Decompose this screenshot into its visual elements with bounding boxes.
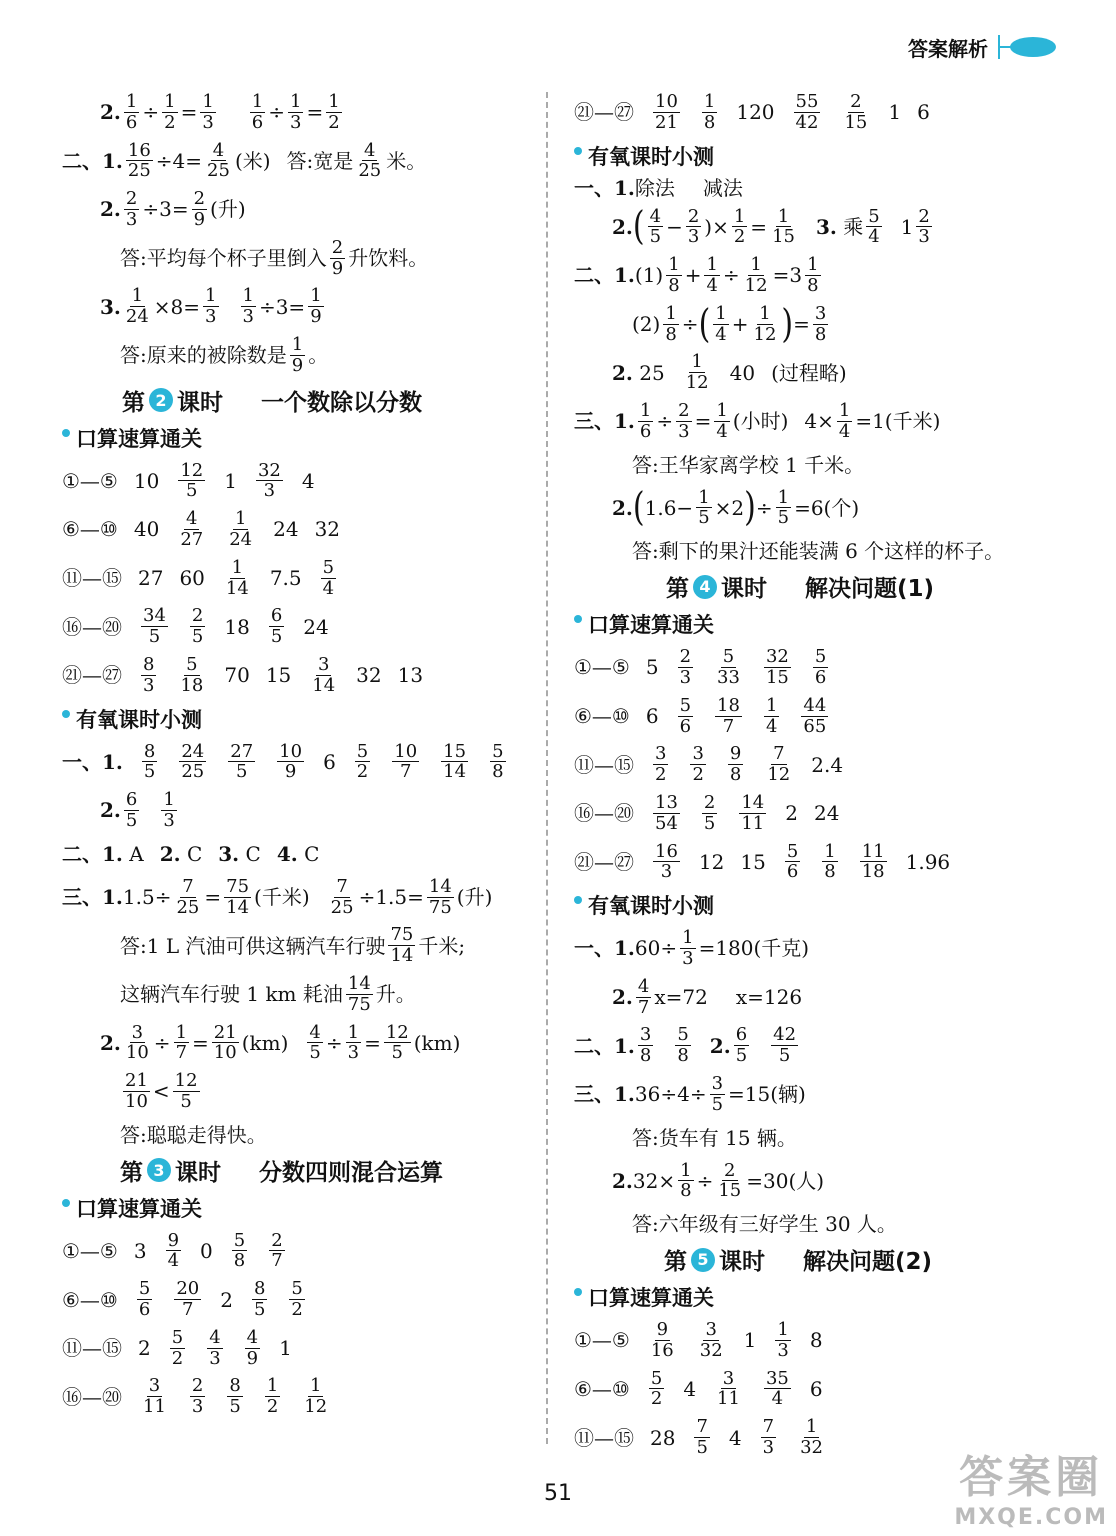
fraction: $\frac{3}{2}$ <box>692 743 704 786</box>
watermark-url: MXQE.COM <box>954 1505 1108 1530</box>
answer-line: $\frac{21}{10}$ < $\frac{12}{5}$ <box>125 1070 198 1112</box>
fraction: $\frac{5}{6}$ <box>138 1278 151 1321</box>
lesson-heading: 第 5 课时 解决问题(2) <box>664 1249 933 1276</box>
fraction: $\frac{2}{15}$ <box>718 1159 742 1202</box>
fraction: $\frac{2}{3}$ <box>687 205 700 248</box>
fraction: $\frac{1}{4}$ <box>765 694 778 737</box>
answer-line: 三、1. 36÷4÷ $\frac{3}{5}$ =15(辆) <box>574 1072 806 1115</box>
fraction: $\frac{2}{3}$ <box>678 399 690 442</box>
fraction: $\frac{5}{6}$ <box>679 694 692 737</box>
fraction: $\frac{4}{25}$ <box>358 139 382 182</box>
fraction: $\frac{5}{6}$ <box>786 840 799 883</box>
fraction: $\frac{1}{12}$ <box>753 302 777 345</box>
fraction: $\frac{8}{5}$ <box>253 1278 266 1321</box>
watermark-logo: 答案圈 <box>959 1452 1104 1503</box>
fraction: $\frac{9}{4}$ <box>167 1229 180 1272</box>
answer-line: 三、1. $\frac{1}{6}$ ÷ $\frac{2}{3}$ = $\frac{1}{4}$ (小时) 4× $\frac{1}{4}$ =1(千米) <box>574 399 941 442</box>
fraction: $\frac{1}{8}$ <box>807 254 819 296</box>
lesson-heading: 第 4 课时 解决问题(1) <box>666 576 935 603</box>
fraction: $\frac{14}{11}$ <box>741 791 765 834</box>
column-divider <box>546 92 548 1444</box>
fraction: $\frac{10}{21}$ <box>655 91 678 133</box>
answer-line: 二、1. $\frac{3}{8}$ $\frac{5}{8}$ 2. $\frac{6}{5}$ $\frac{42}{5}$ <box>574 1024 797 1067</box>
fraction: $\frac{24}{25}$ <box>181 740 205 783</box>
lesson-heading: 第 3 课时 分数四则混合运算 <box>120 1159 443 1186</box>
fraction: $\frac{1}{5}$ <box>698 486 710 529</box>
answer-line: 2. $\frac{4}{7}$ x=72 x=126 <box>612 975 803 1018</box>
right-column <box>574 92 1074 1466</box>
fraction: $\frac{34}{5}$ <box>143 605 166 648</box>
quick-calc-row: ⑥—⑩ $\frac{5}{6}$ $\frac{20}{7}$ 2 $\frac{8}{5}$ $\frac{5}{2}$ <box>62 1278 303 1321</box>
quick-calc-row: ⑥—⑩ 6 $\frac{5}{6}$ $\frac{18}{7}$ $\frac{1}{4}$ $\frac{44}{65}$ <box>574 694 827 737</box>
fraction: $\frac{2}{3}$ <box>679 646 692 688</box>
fraction: $\frac{5}{8}$ <box>677 1024 689 1067</box>
fraction: $\frac{1}{14}$ <box>225 556 249 599</box>
fraction: $\frac{1}{3}$ <box>682 927 694 969</box>
fraction: $\frac{1}{3}$ <box>163 789 175 831</box>
fraction: $\frac{4}{25}$ <box>207 139 230 182</box>
answer-line: 答:剩下的果汁还能装满 6 个这样的杯子。 <box>632 539 1005 564</box>
fraction: $\frac{4}{5}$ <box>309 1021 321 1064</box>
answer-line: 2. 25 $\frac{1}{12}$ 40 (过程略) <box>612 351 847 394</box>
fraction: $\frac{5}{6}$ <box>814 646 827 688</box>
fraction: $\frac{3}{10}$ <box>125 1021 149 1064</box>
bullet-dot-icon <box>62 429 70 437</box>
fraction: $\frac{1}{8}$ <box>665 302 677 345</box>
fraction: $\frac{35}{4}$ <box>765 1367 789 1410</box>
fraction: $\frac{1}{8}$ <box>703 91 716 133</box>
bullet-dot-icon <box>574 896 582 904</box>
fraction: $\frac{1}{2}$ <box>733 205 746 248</box>
watermark <box>954 1441 1108 1530</box>
fraction: $\frac{3}{8}$ <box>639 1024 652 1067</box>
fraction: $\frac{1}{6}$ <box>639 399 652 442</box>
fraction: $\frac{8}{5}$ <box>143 740 156 783</box>
page-number: 51 <box>544 1481 572 1506</box>
fraction: $\frac{6}{5}$ <box>735 1024 748 1067</box>
fraction: $\frac{1}{8}$ <box>680 1159 692 1202</box>
lesson-number-badge: 3 <box>147 1158 171 1182</box>
fraction: $\frac{1}{24}$ <box>125 285 149 328</box>
answer-line: 答:1 L 汽油可供这辆汽车行驶 $\frac{75}{14}$ 千米; <box>120 924 466 967</box>
fraction: $\frac{5}{4}$ <box>322 556 335 599</box>
answer-line: 一、1. 60÷ $\frac{1}{3}$ =180(千克) <box>574 927 810 969</box>
fraction: $\frac{11}{18}$ <box>861 840 885 883</box>
fraction: $\frac{1}{6}$ <box>251 91 264 133</box>
fraction: $\frac{55}{42}$ <box>795 91 819 133</box>
fraction: $\frac{8}{3}$ <box>143 653 155 696</box>
quick-calc-row: ①—⑤ $\frac{9}{16}$ $\frac{3}{32}$ 1 $\frac{1}{3}$ 8 <box>574 1319 823 1361</box>
quick-calc-row: ①—⑤ 10 $\frac{12}{5}$ 1 $\frac{32}{3}$ 4 <box>62 459 315 502</box>
quick-calc-row: ⑪—⑮ $\frac{3}{2}$ $\frac{3}{2}$ $\frac{9}{8}$ $\frac{7}{12}$ 2.4 <box>574 743 844 786</box>
fraction: $\frac{1}{12}$ <box>744 254 768 296</box>
fraction: $\frac{1}{12}$ <box>304 1375 328 1418</box>
fraction: $\frac{21}{10}$ <box>213 1021 237 1064</box>
fraction: $\frac{5}{2}$ <box>291 1278 303 1321</box>
fraction: $\frac{16}{3}$ <box>655 840 678 883</box>
fraction: $\frac{12}{5}$ <box>180 459 204 502</box>
fraction: $\frac{1}{7}$ <box>175 1021 188 1064</box>
fraction: $\frac{9}{16}$ <box>650 1319 674 1361</box>
answer-line: 二、1. A 2. C 3. C 4. C <box>62 841 320 866</box>
lesson-number-badge: 2 <box>149 388 173 412</box>
bullet-dot-icon <box>574 147 582 155</box>
bullet-dot-icon <box>574 1288 582 1296</box>
fraction: $\frac{13}{54}$ <box>655 791 678 834</box>
quick-calc-row: ⑪—⑮ 28 $\frac{7}{5}$ 4 $\frac{7}{3}$ $\frac{1}{32}$ <box>574 1416 823 1459</box>
quick-calc-row: ①—⑤ 3 $\frac{9}{4}$ 0 $\frac{5}{8}$ $\frac{2}{7}$ <box>62 1229 283 1272</box>
fraction: $\frac{44}{65}$ <box>803 694 827 737</box>
answer-line: 2. ( 1.6− $\frac{1}{5}$ ×2 ) ÷ $\frac{1}{5}$ =6(个) <box>612 485 860 531</box>
fraction: $\frac{3}{2}$ <box>655 743 667 786</box>
fraction: $\frac{3}{8}$ <box>814 302 827 345</box>
fraction: $\frac{5}{2}$ <box>356 740 369 783</box>
quick-calc-row: ㉑—㉗ $\frac{8}{3}$ $\frac{5}{18}$ 70 15 $\frac{3}{14}$ 32 13 <box>62 653 424 696</box>
answer-line: (2) $\frac{1}{8}$ ÷ ( $\frac{1}{4}$ + $\frac{1}{12}$ ) = $\frac{3}{8}$ <box>632 301 827 347</box>
fraction: $\frac{42}{5}$ <box>773 1024 797 1067</box>
fraction: $\frac{1}{15}$ <box>772 205 795 248</box>
lesson-number-badge: 5 <box>691 1248 715 1272</box>
fraction: $\frac{1}{12}$ <box>685 351 709 394</box>
fraction: $\frac{2}{9}$ <box>193 188 206 230</box>
answer-line: 2. $\frac{3}{10}$ ÷ $\frac{1}{7}$ = $\frac{21}{10}$ (km) $\frac{4}{5}$ ÷ $\frac{1}{3}$ = $\frac{12}{5}$ (km) <box>100 1021 461 1064</box>
fraction: $\frac{4}{7}$ <box>637 975 650 1018</box>
fraction: $\frac{18}{7}$ <box>717 694 740 737</box>
fraction: $\frac{1}{3}$ <box>202 91 214 133</box>
quick-calc-row: ⑪—⑮ 2 $\frac{5}{2}$ $\frac{4}{3}$ $\frac{4}{9}$ 1 <box>62 1326 292 1369</box>
quick-calc-row: ①—⑤ 5 $\frac{2}{3}$ $\frac{5}{33}$ $\frac{32}{15}$ $\frac{5}{6}$ <box>574 646 827 688</box>
fraction: $\frac{1}{4}$ <box>706 254 718 296</box>
fraction: $\frac{1}{4}$ <box>715 302 727 345</box>
fraction: $\frac{1}{8}$ <box>824 840 836 883</box>
answer-line: 这辆汽车行驶 1 km 耗油 $\frac{14}{75}$ 升。 <box>120 972 416 1015</box>
quick-calc-row: ⑪—⑮ 27 60 $\frac{1}{14}$ 7.5 $\frac{5}{4}$ <box>62 556 335 599</box>
fraction: $\frac{1}{8}$ <box>668 254 680 296</box>
fraction: $\frac{5}{8}$ <box>233 1229 246 1272</box>
fraction: $\frac{3}{11}$ <box>143 1375 166 1418</box>
answer-line: 一、1. 除法 减法 <box>574 175 743 200</box>
fraction: $\frac{6}{5}$ <box>270 605 283 648</box>
fraction: $\frac{2}{5}$ <box>191 605 204 648</box>
fraction: $\frac{10}{7}$ <box>394 740 418 783</box>
fraction: $\frac{1}{3}$ <box>777 1319 789 1361</box>
lesson-number-badge: 4 <box>693 575 717 599</box>
quick-calc-row: ㉑—㉗ $\frac{10}{21}$ $\frac{1}{8}$ 120 $\frac{55}{42}$ $\frac{2}{15}$ 1 6 <box>574 91 930 133</box>
fraction: $\frac{1}{9}$ <box>291 333 304 376</box>
section-heading: 有氧课时小测 <box>574 141 1074 171</box>
fraction: $\frac{1}{2}$ <box>164 91 176 133</box>
fraction: $\frac{1}{24}$ <box>229 508 253 550</box>
fraction: $\frac{2}{15}$ <box>844 91 868 133</box>
fraction: $\frac{4}{3}$ <box>209 1326 221 1369</box>
fraction: $\frac{1}{6}$ <box>125 91 138 133</box>
fraction: $\frac{15}{14}$ <box>443 740 467 783</box>
fraction: $\frac{7}{25}$ <box>330 875 354 918</box>
fraction: $\frac{5}{33}$ <box>717 646 740 688</box>
answer-line: 一、1. $\frac{8}{5}$ $\frac{24}{25}$ $\frac{27}{5}$ $\frac{10}{9}$ 6 $\frac{5}{2}$ $\frac{10}{7}$ $\frac{15}{14}$ $\frac{5}{8}$ <box>62 740 504 783</box>
fraction: $\frac{1}{3}$ <box>347 1021 360 1064</box>
fraction: $\frac{3}{32}$ <box>699 1319 723 1361</box>
fraction: $\frac{32}{3}$ <box>257 459 281 502</box>
fraction: $\frac{75}{14}$ <box>226 875 250 918</box>
fraction: $\frac{2}{3}$ <box>191 1375 204 1418</box>
left-column <box>62 92 542 1425</box>
fraction: $\frac{10}{9}$ <box>279 740 303 783</box>
header-decoration-icon <box>1010 37 1056 57</box>
answer-line: 2. $\frac{1}{6}$ ÷ $\frac{1}{2}$ = $\frac{1}{3}$ $\frac{1}{6}$ ÷ $\frac{1}{3}$ = $\frac{1}{2}$ <box>100 91 340 133</box>
section-heading: 有氧课时小测 <box>574 890 1074 920</box>
section-heading: 口算速算通关 <box>574 609 1074 639</box>
fraction: $\frac{20}{7}$ <box>176 1278 200 1321</box>
fraction: $\frac{7}{25}$ <box>176 875 200 918</box>
fraction: $\frac{1}{2}$ <box>266 1375 279 1418</box>
bullet-dot-icon <box>62 1199 70 1207</box>
section-heading: 口算速算通关 <box>62 1193 542 1223</box>
answer-line: 二、1. (1) $\frac{1}{8}$ + $\frac{1}{4}$ ÷ $\frac{1}{12}$ =3 $\frac{1}{8}$ <box>574 254 819 296</box>
fraction: $\frac{1}{3}$ <box>205 285 217 328</box>
fraction: $\frac{2}{7}$ <box>271 1229 283 1272</box>
fraction: $\frac{3}{5}$ <box>711 1072 724 1115</box>
answer-line: 3. $\frac{1}{24}$ ×8= $\frac{1}{3}$ $\frac{1}{3}$ ÷3= $\frac{1}{9}$ <box>100 285 322 328</box>
fraction: $\frac{1}{4}$ <box>716 399 728 442</box>
fraction: $\frac{1}{32}$ <box>800 1416 823 1459</box>
fraction: $\frac{1}{3}$ <box>290 91 302 133</box>
fraction: $\frac{12}{5}$ <box>174 1070 198 1112</box>
fraction: $\frac{5}{8}$ <box>492 740 504 783</box>
answer-line: 答:货车有 15 辆。 <box>632 1125 797 1150</box>
header-title: 答案解析 <box>908 36 988 61</box>
fraction: $\frac{3}{14}$ <box>312 653 336 696</box>
fraction: $\frac{6}{5}$ <box>125 789 138 831</box>
fraction: $\frac{2}{5}$ <box>703 791 716 834</box>
quick-calc-row: ⑥—⑩ $\frac{5}{2}$ 4 $\frac{3}{11}$ $\frac{35}{4}$ 6 <box>574 1367 823 1410</box>
fraction: $\frac{8}{5}$ <box>229 1375 241 1418</box>
lesson-heading: 第 2 课时 一个数除以分数 <box>122 389 422 416</box>
fraction: $\frac{7}{5}$ <box>696 1416 708 1459</box>
fraction: $\frac{9}{8}$ <box>729 743 742 786</box>
fraction: $\frac{32}{15}$ <box>765 646 789 688</box>
fraction: $\frac{2}{3}$ <box>125 188 138 230</box>
page-header <box>908 30 1056 64</box>
fraction: $\frac{2}{9}$ <box>331 236 344 279</box>
answer-line: 2. ( $\frac{4}{5}$ − $\frac{2}{3}$ )× $\frac{1}{2}$ = $\frac{1}{15}$ 3. 乘 $\frac{5}{4}$ 1 $\frac{2}{3}$ <box>612 204 930 250</box>
answer-line: 答:六年级有三好学生 30 人。 <box>632 1212 897 1237</box>
fraction: $\frac{1}{2}$ <box>328 91 340 133</box>
answer-line: 答:聪聪走得快。 <box>120 1122 267 1147</box>
fraction: $\frac{4}{5}$ <box>649 205 662 248</box>
fraction: $\frac{5}{2}$ <box>650 1367 663 1410</box>
answer-line: 2. $\frac{2}{3}$ ÷3= $\frac{2}{9}$ (升) <box>100 188 246 230</box>
answer-line: 2. $\frac{6}{5}$ $\frac{1}{3}$ <box>100 789 175 831</box>
quick-calc-row: ⑯—⑳ $\frac{3}{11}$ $\frac{2}{3}$ $\frac{8}{5}$ $\frac{1}{2}$ $\frac{1}{12}$ <box>62 1375 328 1418</box>
section-heading: 口算速算通关 <box>62 423 542 453</box>
fraction: $\frac{7}{3}$ <box>762 1416 775 1459</box>
fraction: $\frac{7}{12}$ <box>767 743 791 786</box>
fraction: $\frac{21}{10}$ <box>125 1070 148 1112</box>
fraction: $\frac{1}{3}$ <box>242 285 254 328</box>
section-heading: 有氧课时小测 <box>62 704 542 734</box>
answer-line: 2. 32× $\frac{1}{8}$ ÷ $\frac{2}{15}$ =30(人) <box>612 1159 825 1202</box>
fraction: $\frac{75}{14}$ <box>390 924 414 967</box>
fraction: $\frac{16}{25}$ <box>127 139 151 182</box>
fraction: $\frac{2}{3}$ <box>918 205 930 248</box>
bullet-dot-icon <box>62 710 70 718</box>
fraction: $\frac{4}{27}$ <box>180 508 204 550</box>
fraction: $\frac{14}{75}$ <box>428 875 452 918</box>
quick-calc-row: ⑯—⑳ $\frac{34}{5}$ $\frac{2}{5}$ 18 $\frac{6}{5}$ 24 <box>62 605 329 648</box>
answer-line: 三、1. 1.5÷ $\frac{7}{25}$ = $\frac{75}{14}$ (千米) $\frac{7}{25}$ ÷1.5= $\frac{14}{75}$ (升) <box>62 875 493 918</box>
answer-line: 答:王华家离学校 1 千米。 <box>632 452 865 477</box>
fraction: $\frac{5}{4}$ <box>868 205 880 248</box>
answer-line: 答:平均每个杯子里倒入 $\frac{2}{9}$ 升饮料。 <box>120 236 429 279</box>
fraction: $\frac{27}{5}$ <box>230 740 254 783</box>
fraction: $\frac{5}{2}$ <box>171 1326 184 1369</box>
quick-calc-row: ⑯—⑳ $\frac{13}{54}$ $\frac{2}{5}$ $\frac{14}{11}$ 2 24 <box>574 791 840 834</box>
section-heading: 口算速算通关 <box>574 1282 1074 1312</box>
fraction: $\frac{5}{18}$ <box>180 653 204 696</box>
fraction: $\frac{4}{9}$ <box>246 1326 259 1369</box>
fraction: $\frac{1}{9}$ <box>310 285 322 328</box>
answer-line: 二、1. $\frac{16}{25}$ ÷4= $\frac{4}{25}$ (米) 答:宽是 $\frac{4}{25}$ 米。 <box>62 139 427 182</box>
fraction: $\frac{12}{5}$ <box>385 1021 409 1064</box>
fraction: $\frac{1}{5}$ <box>777 486 790 529</box>
answer-line: 答:原来的被除数是 $\frac{1}{9}$ 。 <box>120 333 329 376</box>
fraction: $\frac{1}{4}$ <box>838 399 851 442</box>
bullet-dot-icon <box>574 615 582 623</box>
quick-calc-row: ㉑—㉗ $\frac{16}{3}$ 12 15 $\frac{5}{6}$ $\frac{1}{8}$ $\frac{11}{18}$ 1.96 <box>574 840 951 883</box>
quick-calc-row: ⑥—⑩ 40 $\frac{4}{27}$ $\frac{1}{24}$ 24 32 <box>62 508 341 550</box>
fraction: $\frac{3}{11}$ <box>717 1367 740 1410</box>
fraction: $\frac{14}{75}$ <box>347 972 371 1015</box>
